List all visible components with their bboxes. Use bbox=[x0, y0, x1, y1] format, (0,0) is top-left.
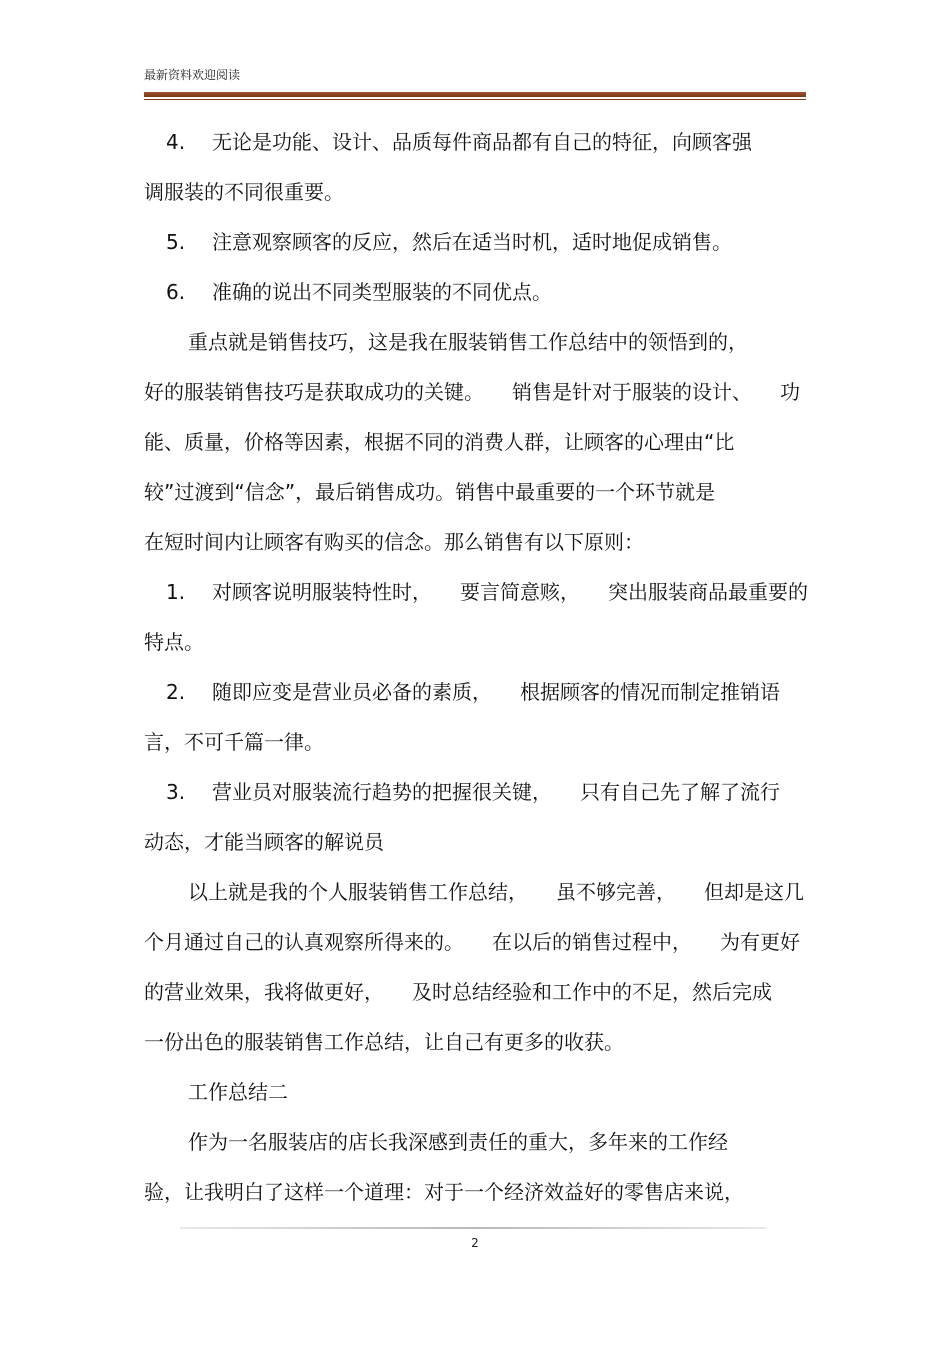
text-line bbox=[144, 922, 806, 972]
line-text: 功 bbox=[780, 380, 800, 404]
line-text: 一份出色的服装销售工作总结，让自己有更多的收获。 bbox=[144, 1030, 624, 1054]
line-text: 但却是这几 bbox=[704, 880, 804, 904]
line-text: 个月通过自己的认真观察所得来的。 bbox=[144, 930, 464, 954]
text-line bbox=[144, 372, 806, 422]
text-line bbox=[144, 1172, 806, 1222]
line-text: 以上就是我的个人服装销售工作总结， bbox=[188, 880, 528, 904]
line-text: 较”过渡到“信念”，最后销售成功。销售中最重要的一个环节就是 bbox=[144, 480, 716, 504]
text-line bbox=[144, 622, 806, 672]
line-text: 随即应变是营业员必备的素质， bbox=[212, 680, 492, 704]
footer-rule bbox=[180, 1227, 766, 1229]
document-body bbox=[144, 122, 806, 1222]
line-text: 只有自己先了解了流行 bbox=[580, 780, 780, 804]
text-line bbox=[144, 722, 806, 772]
text-line bbox=[144, 472, 806, 522]
list-number: 4. bbox=[166, 130, 186, 154]
list-number: 1. bbox=[166, 580, 186, 604]
text-line bbox=[144, 422, 806, 472]
text-line bbox=[144, 522, 806, 572]
list-item-2 bbox=[144, 672, 806, 722]
line-text: 无论是功能、设计、品质每件商品都有自己的特征，向顾客强 bbox=[212, 130, 752, 154]
list-number: 3. bbox=[166, 780, 186, 804]
text-line bbox=[144, 172, 806, 222]
text-line bbox=[144, 822, 806, 872]
line-text: 在短时间内让顾客有购买的信念。那么销售有以下原则： bbox=[144, 530, 644, 554]
line-text: 销售是针对于服装的设计、 bbox=[512, 380, 752, 404]
line-text: 言，不可千篇一律。 bbox=[144, 730, 324, 754]
list-item-4 bbox=[144, 122, 806, 172]
line-text: 为有更好 bbox=[720, 930, 800, 954]
line-text: 注意观察顾客的反应，然后在适当时机，适时地促成销售。 bbox=[212, 230, 732, 254]
paragraph-start bbox=[144, 322, 806, 372]
line-text: 动态，才能当顾客的解说员 bbox=[144, 830, 384, 854]
line-text: 调服装的不同很重要。 bbox=[144, 180, 344, 204]
list-item-6 bbox=[144, 272, 806, 322]
line-text: 虽不够完善， bbox=[556, 880, 676, 904]
line-text: 根据顾客的情况而制定推销语 bbox=[520, 680, 780, 704]
line-text: 对顾客说明服装特性时， bbox=[212, 580, 432, 604]
list-item-1 bbox=[144, 572, 806, 622]
page-number: 2 bbox=[471, 1236, 479, 1250]
paragraph-start bbox=[144, 1122, 806, 1172]
line-text: 好的服装销售技巧是获取成功的关键。 bbox=[144, 380, 484, 404]
section-heading bbox=[144, 1072, 806, 1122]
line-text: 准确的说出不同类型服装的不同优点。 bbox=[212, 280, 552, 304]
list-number: 2. bbox=[166, 680, 186, 704]
line-text: 能、质量，价格等因素，根据不同的消费人群，让顾客的心理由“比 bbox=[144, 430, 735, 454]
text-line bbox=[144, 972, 806, 1022]
list-number: 5. bbox=[166, 230, 186, 254]
line-text: 作为一名服装店的店长我深感到责任的重大，多年来的工作经 bbox=[188, 1130, 728, 1154]
line-text: 突出服装商品最重要的 bbox=[608, 580, 808, 604]
text-line bbox=[144, 1022, 806, 1072]
list-number: 6. bbox=[166, 280, 186, 304]
list-item-5 bbox=[144, 222, 806, 272]
line-text: 特点。 bbox=[144, 630, 204, 654]
line-text: 在以后的销售过程中， bbox=[492, 930, 692, 954]
line-text: 工作总结二 bbox=[188, 1080, 288, 1104]
line-text: 验，让我明白了这样一个道理：对于一个经济效益好的零售店来说， bbox=[144, 1180, 744, 1204]
line-text: 的营业效果，我将做更好， bbox=[144, 980, 384, 1004]
list-item-3 bbox=[144, 772, 806, 822]
line-text: 重点就是销售技巧，这是我在服装销售工作总结中的领悟到的， bbox=[188, 330, 748, 354]
header-rule-thick bbox=[144, 92, 806, 97]
line-text: 要言简意赅， bbox=[460, 580, 580, 604]
line-text: 营业员对服装流行趋势的把握很关键， bbox=[212, 780, 552, 804]
line-text: 及时总结经验和工作中的不足，然后完成 bbox=[412, 980, 772, 1004]
page-header: 最新资料欢迎阅读 bbox=[144, 68, 241, 82]
header-rule-thin bbox=[144, 99, 806, 100]
paragraph-start bbox=[144, 872, 806, 922]
